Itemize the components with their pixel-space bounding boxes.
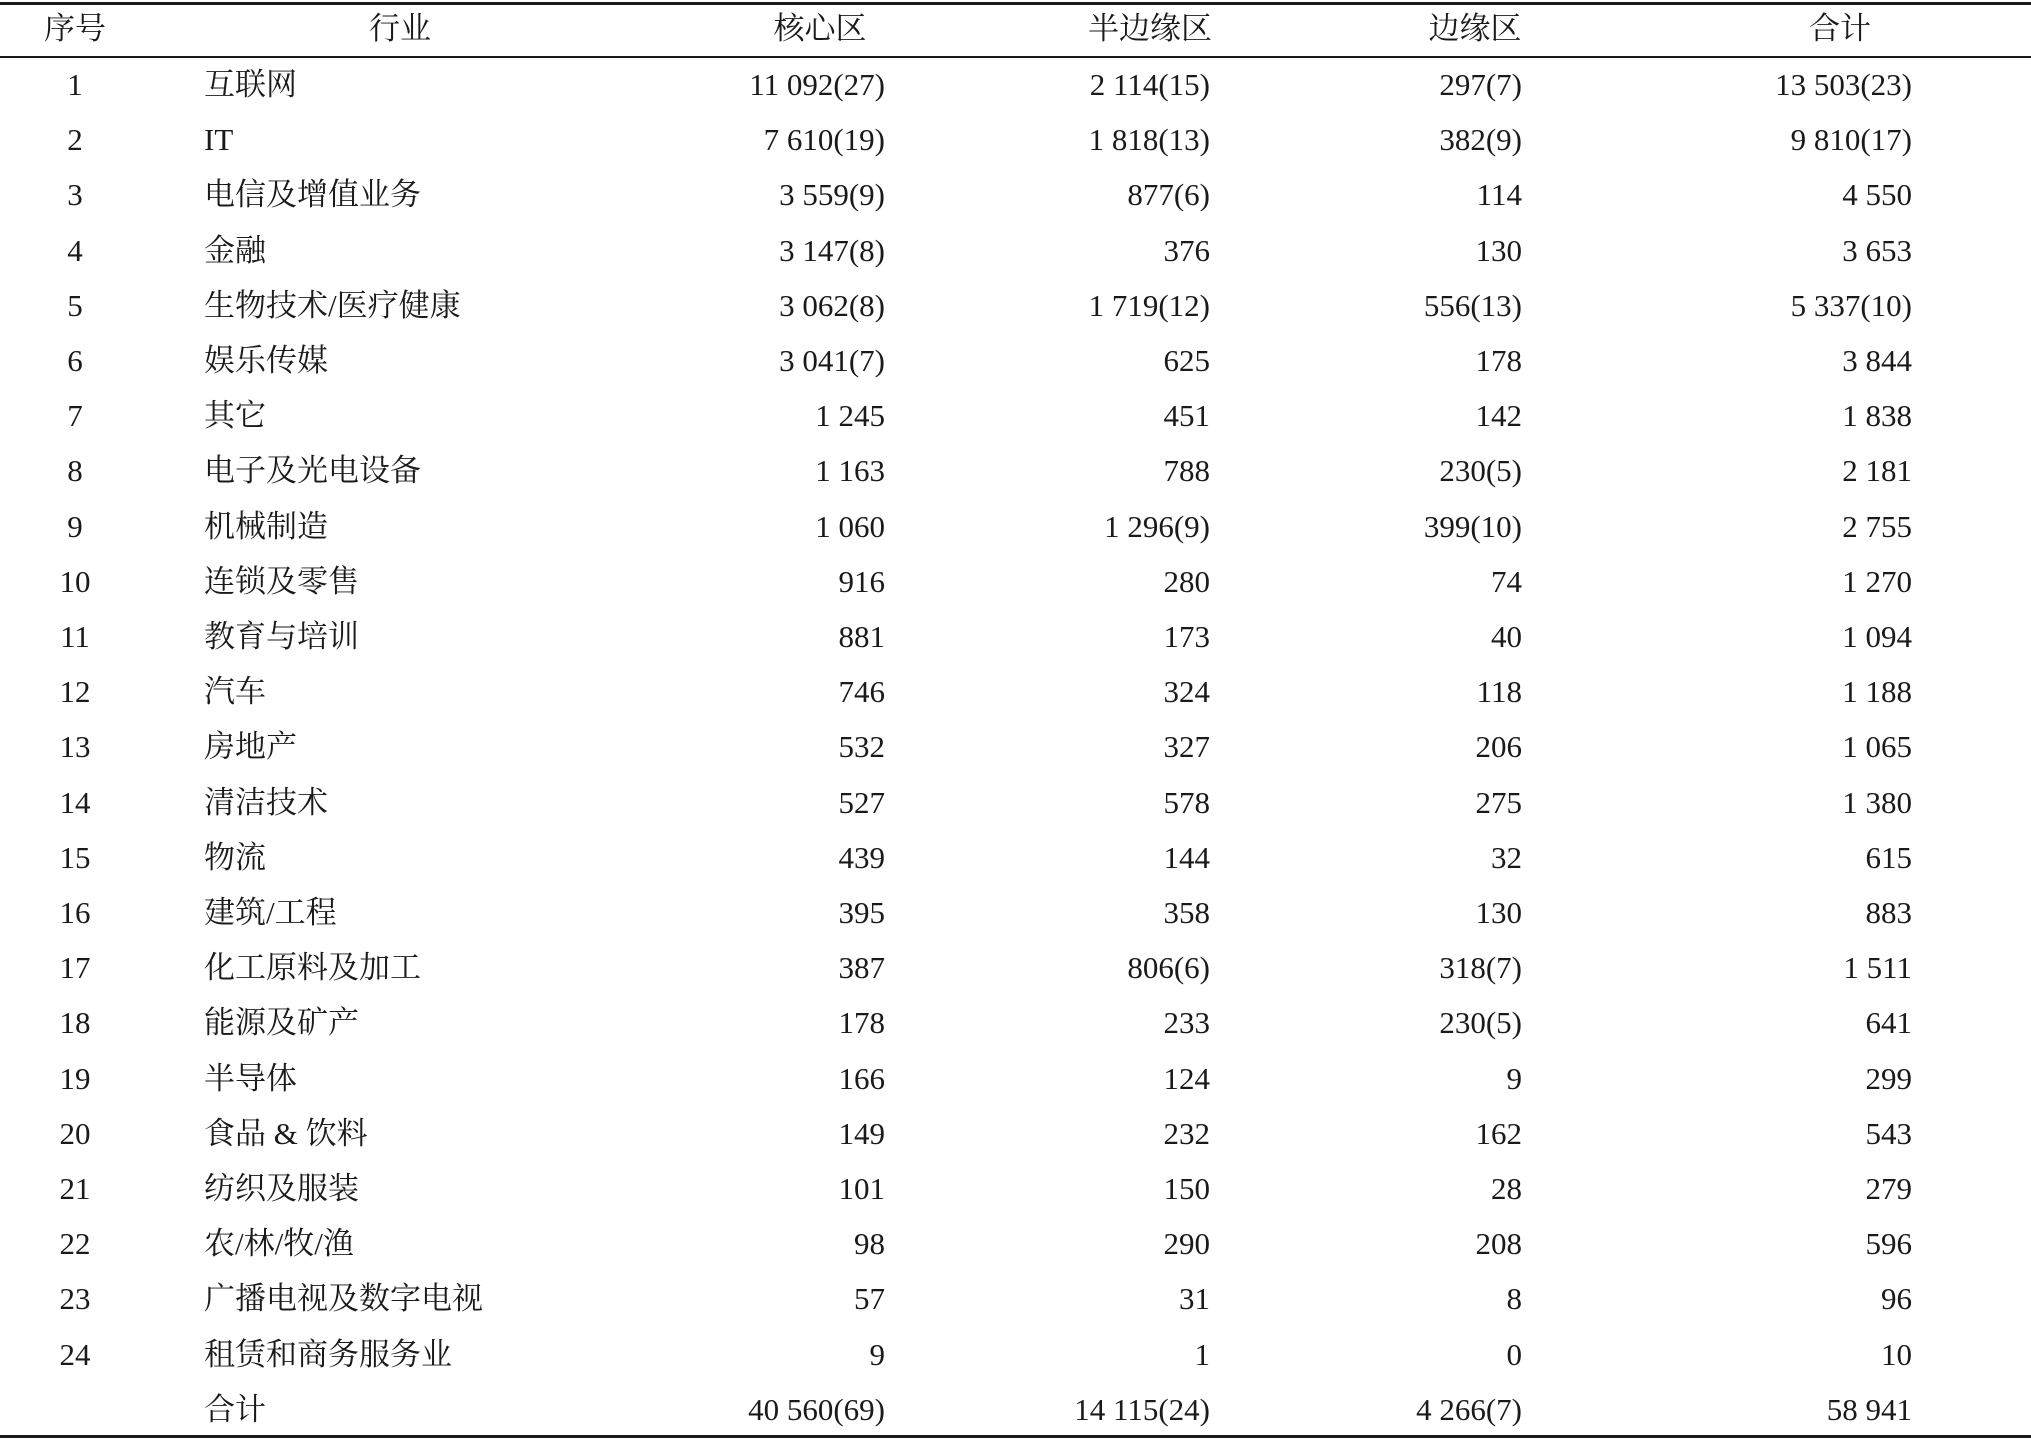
cell-industry: 互联网	[204, 67, 297, 102]
cell-index: 19	[59, 1060, 91, 1096]
cell-total: 3 653	[1842, 232, 1912, 268]
cell-industry: 清洁技术	[204, 784, 328, 820]
cell-edge: 74	[1491, 563, 1522, 599]
cell-total: 615	[1865, 839, 1912, 875]
cell-core: 395	[838, 895, 885, 930]
cell-edge: 130	[1475, 232, 1522, 268]
cell-core: 3 559(9)	[779, 177, 885, 213]
total-semi: 14 115(24)	[1074, 1391, 1210, 1427]
cell-core: 387	[838, 950, 885, 986]
cell-edge: 399(10)	[1423, 508, 1522, 544]
header-index: 序号	[44, 11, 106, 46]
cell-semi: 451	[1163, 398, 1210, 434]
header-semi: 半边缘区	[1088, 11, 1212, 46]
cell-index: 22	[59, 1226, 91, 1262]
cell-index: 2	[67, 122, 83, 158]
cell-industry: 能源及矿产	[204, 1005, 359, 1041]
table-row	[0, 333, 2031, 388]
cell-core: 1 163	[815, 453, 885, 489]
cell-edge: 32	[1491, 839, 1522, 875]
cell-industry: 电信及增值业务	[204, 177, 421, 213]
cell-core: 527	[838, 784, 885, 820]
table-row	[0, 1271, 2031, 1326]
cell-semi: 358	[1163, 895, 1210, 930]
cell-edge: 130	[1475, 895, 1522, 930]
cell-index: 10	[59, 563, 91, 599]
cell-edge: 230(5)	[1439, 1005, 1522, 1041]
cell-index: 9	[67, 508, 83, 544]
cell-edge: 8	[1506, 1281, 1522, 1317]
cell-index: 1	[67, 67, 83, 102]
cell-industry: 娱乐传媒	[204, 343, 328, 378]
cell-core: 1 245	[815, 398, 885, 434]
cell-index: 14	[59, 784, 91, 820]
cell-index: 8	[67, 453, 83, 489]
total-edge: 4 266(7)	[1416, 1391, 1522, 1427]
cell-core: 1 060	[815, 508, 885, 544]
cell-semi: 144	[1163, 839, 1210, 875]
cell-edge: 9	[1506, 1060, 1522, 1096]
cell-semi: 2 114(15)	[1089, 67, 1210, 102]
cell-edge: 297(7)	[1439, 67, 1522, 102]
cell-total: 2 181	[1842, 453, 1912, 489]
cell-semi: 232	[1163, 1115, 1210, 1151]
cell-core: 9	[869, 1336, 885, 1372]
cell-industry: 其它	[204, 398, 266, 434]
cell-industry: IT	[204, 122, 234, 158]
table-row	[0, 554, 2031, 609]
cell-semi: 150	[1163, 1171, 1210, 1206]
cell-total: 13 503(23)	[1775, 67, 1912, 102]
cell-total: 1 188	[1842, 674, 1912, 710]
cell-edge: 142	[1475, 398, 1522, 434]
cell-semi: 578	[1163, 784, 1210, 820]
table-row	[0, 278, 2031, 333]
cell-industry: 食品 & 饮料	[204, 1115, 368, 1151]
cell-semi: 1	[1194, 1336, 1210, 1372]
cell-index: 12	[59, 674, 91, 710]
cell-core: 3 041(7)	[779, 343, 885, 378]
header-edge: 边缘区	[1428, 11, 1522, 46]
cell-edge: 208	[1475, 1226, 1522, 1262]
cell-industry: 机械制造	[204, 508, 328, 544]
cell-semi: 324	[1163, 674, 1210, 710]
total-industry: 合计	[204, 1391, 266, 1427]
cell-industry: 电子及光电设备	[204, 453, 421, 489]
cell-total: 279	[1865, 1171, 1912, 1206]
cell-index: 16	[59, 895, 91, 930]
cell-core: 881	[838, 619, 885, 654]
cell-total: 1 094	[1842, 619, 1912, 654]
cell-semi: 806(6)	[1127, 950, 1210, 986]
cell-industry: 汽车	[204, 674, 266, 710]
cell-industry: 半导体	[204, 1060, 297, 1096]
cell-index: 3	[67, 177, 83, 213]
cell-core: 149	[838, 1115, 885, 1151]
table-row	[0, 940, 2031, 995]
cell-semi: 233	[1163, 1005, 1210, 1041]
cell-core: 916	[838, 563, 885, 599]
table-row	[0, 830, 2031, 885]
cell-edge: 318(7)	[1439, 950, 1522, 986]
cell-industry: 纺织及服装	[204, 1171, 359, 1206]
cell-core: 178	[838, 1005, 885, 1041]
cell-industry: 教育与培训	[204, 619, 359, 654]
cell-total: 883	[1865, 895, 1912, 930]
cell-total: 1 065	[1842, 729, 1912, 765]
cell-total: 10	[1881, 1336, 1912, 1372]
cell-edge: 118	[1476, 674, 1522, 710]
cell-industry: 连锁及零售	[204, 563, 359, 599]
table-row	[0, 112, 2031, 167]
cell-semi: 1 818(13)	[1088, 122, 1210, 158]
table-total-row	[0, 1382, 2031, 1437]
cell-edge: 178	[1475, 343, 1522, 378]
cell-total: 543	[1865, 1115, 1912, 1151]
cell-semi: 290	[1163, 1226, 1210, 1262]
cell-index: 21	[59, 1171, 91, 1206]
cell-total: 596	[1865, 1226, 1912, 1262]
cell-total: 1 270	[1842, 563, 1912, 599]
header-core: 核心区	[773, 11, 867, 46]
cell-core: 439	[838, 839, 885, 875]
cell-total: 96	[1881, 1281, 1912, 1317]
cell-semi: 877(6)	[1127, 177, 1210, 213]
cell-core: 532	[838, 729, 885, 765]
cell-industry: 金融	[204, 232, 266, 268]
cell-semi: 327	[1163, 729, 1210, 765]
cell-semi: 376	[1163, 232, 1210, 268]
cell-total: 5 337(10)	[1790, 287, 1912, 323]
cell-industry: 物流	[204, 839, 266, 875]
table-row	[0, 223, 2031, 278]
cell-edge: 230(5)	[1439, 453, 1522, 489]
cell-semi: 1 719(12)	[1088, 287, 1210, 323]
cell-semi: 31	[1179, 1281, 1210, 1317]
cell-total: 1 511	[1843, 950, 1912, 986]
cell-industry: 房地产	[204, 729, 297, 765]
cell-total: 9 810(17)	[1790, 122, 1912, 158]
table-row	[0, 885, 2031, 940]
cell-edge: 382(9)	[1439, 122, 1522, 158]
table-row	[0, 167, 2031, 222]
table-row	[0, 775, 2031, 830]
total-core: 40 560(69)	[748, 1391, 885, 1427]
cell-total: 299	[1865, 1060, 1912, 1096]
cell-semi: 625	[1163, 343, 1210, 378]
cell-index: 18	[59, 1005, 91, 1041]
cell-total: 3 844	[1842, 343, 1912, 378]
cell-total: 2 755	[1842, 508, 1912, 544]
total-total: 58 941	[1826, 1391, 1912, 1427]
cell-edge: 28	[1491, 1171, 1522, 1206]
cell-industry: 农/林/牧/渔	[204, 1226, 354, 1262]
cell-edge: 40	[1491, 619, 1522, 654]
cell-semi: 1 296(9)	[1104, 508, 1210, 544]
cell-industry: 租赁和商务服务业	[204, 1336, 452, 1372]
cell-index: 20	[59, 1115, 91, 1151]
cell-total: 1 380	[1842, 784, 1912, 820]
cell-core: 57	[854, 1281, 885, 1317]
table-row	[0, 1051, 2031, 1106]
cell-industry: 建筑/工程	[204, 895, 337, 930]
header-total: 合计	[1809, 11, 1871, 46]
cell-industry: 化工原料及加工	[204, 950, 421, 986]
cell-index: 24	[59, 1336, 91, 1372]
table-row	[0, 1216, 2031, 1271]
table-row	[0, 1161, 2031, 1216]
cell-edge: 162	[1475, 1115, 1522, 1151]
table-row	[0, 664, 2031, 719]
cell-total: 4 550	[1842, 177, 1912, 213]
cell-core: 3 062(8)	[779, 287, 885, 323]
cell-semi: 280	[1163, 563, 1210, 599]
cell-index: 13	[59, 729, 91, 765]
cell-semi: 124	[1163, 1060, 1210, 1096]
cell-industry: 广播电视及数字电视	[204, 1281, 483, 1317]
cell-index: 23	[59, 1281, 91, 1317]
table-header-row	[0, 1, 2031, 56]
cell-core: 7 610(19)	[763, 122, 885, 158]
table-row	[0, 57, 2031, 112]
table-row	[0, 499, 2031, 554]
cell-index: 4	[67, 232, 83, 268]
table-row	[0, 443, 2031, 498]
cell-index: 11	[60, 619, 90, 654]
table-row	[0, 719, 2031, 774]
cell-core: 3 147(8)	[779, 232, 885, 268]
table-row	[0, 388, 2031, 443]
cell-total: 641	[1865, 1005, 1912, 1041]
cell-core: 11 092(27)	[749, 67, 885, 102]
cell-index: 6	[67, 343, 83, 378]
cell-total: 1 838	[1842, 398, 1912, 434]
table-row	[0, 995, 2031, 1050]
table-row	[0, 609, 2031, 664]
cell-core: 166	[838, 1060, 885, 1096]
cell-semi: 173	[1163, 619, 1210, 654]
table-row	[0, 1106, 2031, 1161]
table-row	[0, 1327, 2031, 1382]
cell-core: 98	[854, 1226, 885, 1262]
cell-industry: 生物技术/医疗健康	[204, 287, 461, 323]
cell-core: 746	[838, 674, 885, 710]
cell-edge: 556(13)	[1423, 287, 1522, 323]
header-industry: 行业	[369, 11, 431, 46]
cell-edge: 0	[1506, 1336, 1522, 1372]
cell-index: 7	[67, 398, 83, 434]
cell-index: 17	[59, 950, 91, 986]
cell-index: 5	[67, 287, 83, 323]
cell-index: 15	[59, 839, 91, 875]
cell-core: 101	[838, 1171, 885, 1206]
cell-edge: 275	[1475, 784, 1522, 820]
cell-edge: 206	[1475, 729, 1522, 765]
cell-edge: 114	[1476, 177, 1522, 213]
cell-semi: 788	[1163, 453, 1210, 489]
table-bottom-rule	[0, 1435, 2031, 1438]
